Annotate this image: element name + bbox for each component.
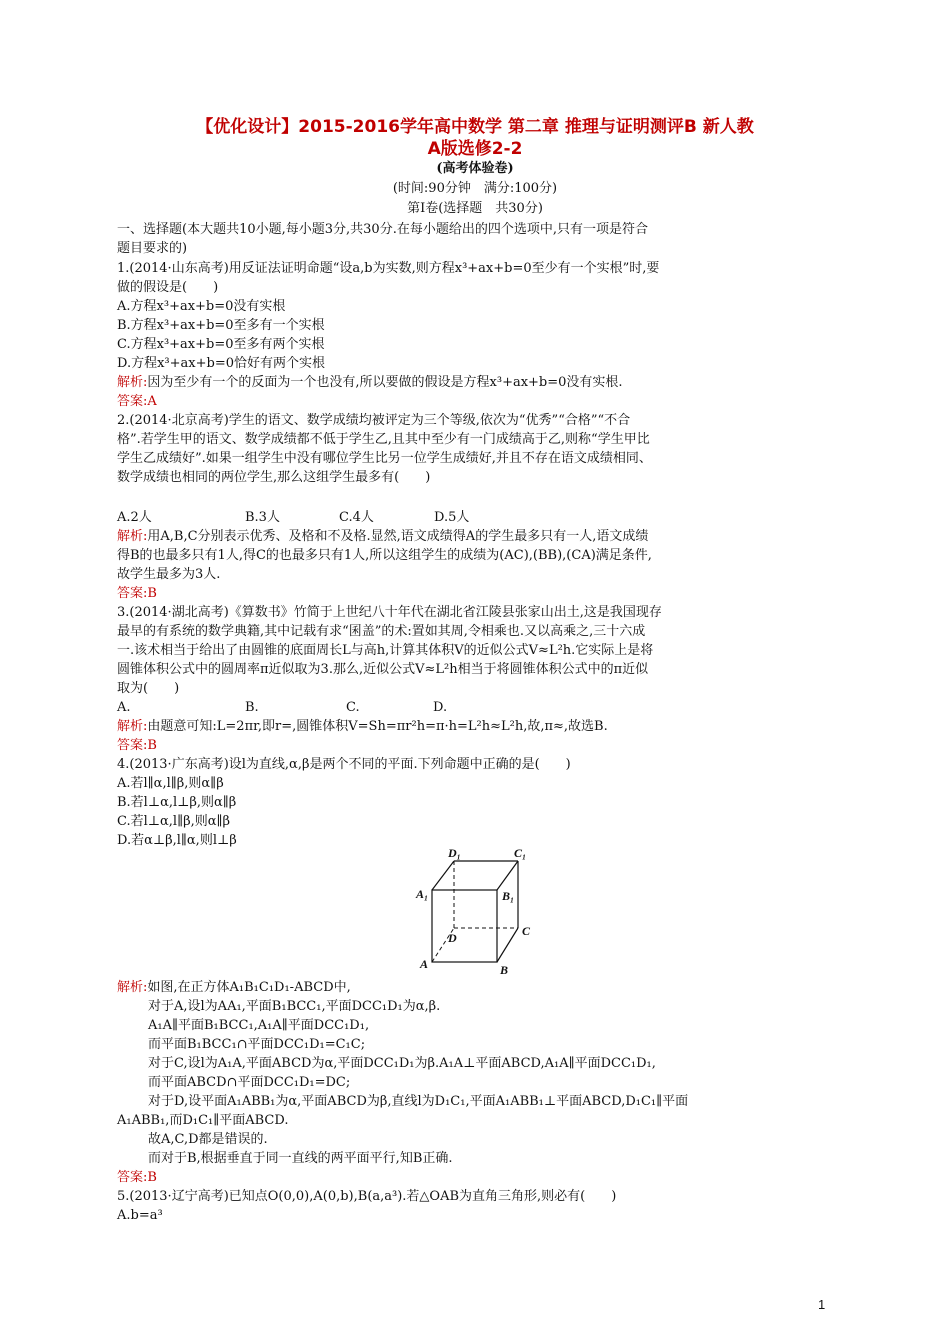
- section-intro-cont: 题目要求的): [117, 241, 188, 256]
- q3-analysis-text: 由题意可知:L=2πr,即r=,圆锥体积V=Sh=πr²h=π·h=L²h≈L²h,故,π≈,故选B.: [147, 719, 608, 734]
- exam-subtitle: (高考体验卷): [436, 161, 514, 176]
- q4-analysis-text: 如图,在正方体A₁B₁C₁D₁-ABCD中,: [147, 980, 351, 995]
- analysis-label: 解析:: [117, 980, 148, 995]
- q3-stem-4: 圆锥体积公式中的圆周率π近似取为3.那么,近似公式V≈L²h相当于将圆锥体积公式中的π近似: [117, 662, 649, 677]
- page-number: 1: [818, 1297, 826, 1312]
- q2-stem-3: 学生乙成绩好”.如果一组学生中没有哪位学生比另一位学生成绩好,并且不存在语文成绩相同、: [117, 451, 652, 466]
- q2-answer: 答案:B: [117, 586, 157, 601]
- q3-option-d: D.: [433, 700, 448, 715]
- exam-part: 第I卷(选择题 共30分): [407, 201, 543, 216]
- q3-stem: 3.(2014·湖北高考)《算数书》竹简于上世纪八十年代在湖北省江陵县张家山出土,这是我国现存: [117, 605, 662, 620]
- label-b: B: [500, 963, 509, 977]
- q3-stem-5: 取为( ): [117, 681, 180, 696]
- q4-option-a: A.若l∥α,l∥β,则α∥β: [117, 776, 224, 791]
- q4-analysis-10: 而对于B,根据垂直于同一直线的两平面平行,知B正确.: [148, 1151, 453, 1166]
- q2-stem: 2.(2014·北京高考)学生的语文、数学成绩均被评定为三个等级,依次为“优秀”“合格”“不合: [117, 413, 631, 428]
- analysis-label: 解析:: [117, 719, 148, 734]
- q4-option-b: B.若l⊥α,l⊥β,则α∥β: [117, 795, 237, 810]
- label-c1: C₁: [514, 846, 527, 860]
- label-c: C: [522, 924, 531, 938]
- q5-stem: 5.(2013·辽宁高考)已知点O(0,0),A(0,b),B(a,a³).若△OAB为直角三角形,则必有( ): [117, 1189, 617, 1204]
- label-d: D: [448, 931, 457, 945]
- q4-analysis-8: A₁ABB₁,而D₁C₁∥平面ABCD.: [117, 1113, 289, 1128]
- q4-option-d: D.若α⊥β,l∥α,则l⊥β: [117, 833, 237, 848]
- label-a: A: [420, 957, 429, 971]
- q3-option-a: A.: [117, 700, 131, 715]
- q3-stem-3: 一.该术相当于给出了由圆锥的底面周长L与高h,计算其体积V的近似公式V≈L²h.它实际上是将: [117, 643, 654, 658]
- cube-figure: [412, 843, 542, 978]
- q2-analysis-text: 用A,B,C分别表示优秀、及格和不及格.显然,语文成绩得A的学生最多只有一人,语文成绩: [147, 529, 649, 544]
- analysis-label: 解析:: [117, 529, 148, 544]
- q1-option-a: A.方程x³+ax+b=0没有实根: [117, 299, 286, 314]
- q3-stem-2: 最早的有系统的数学典籍,其中记载有求“囷盖”的术:置如其周,令相乘也.又以高乘之,三十六成: [117, 624, 646, 639]
- q2-stem-4: 数学成绩也相同的两位学生,那么这组学生最多有( ): [117, 470, 431, 485]
- q1-option-b: B.方程x³+ax+b=0至多有一个实根: [117, 318, 325, 333]
- q4-analysis-7: 对于D,设平面A₁ABB₁为α,平面ABCD为β,直线l为D₁C₁,平面A₁ABB₁⊥平面ABCD,D₁C₁∥平面: [148, 1094, 689, 1109]
- q3-option-c: C.: [346, 700, 360, 715]
- q4-analysis-5: 对于C,设l为A₁A,平面ABCD为α,平面DCC₁D₁为β.A₁A⊥平面ABCD,A₁A∥平面DCC₁D₁,: [148, 1056, 656, 1071]
- q3-options: [117, 698, 837, 717]
- label-a1: A₁: [416, 887, 429, 901]
- q2-stem-2: 格”.若学生甲的语文、数学成绩都不低于学生乙,且其中至少有一门成绩高于乙,则称“学生甲比: [117, 432, 650, 447]
- q4-analysis-3: A₁A∥平面B₁BCC₁,A₁A∥平面DCC₁D₁,: [148, 1018, 370, 1033]
- q2-option-d: D.5人: [434, 510, 470, 525]
- q1-stem-cont: 做的假设是( ): [117, 280, 219, 295]
- q1-option-c: C.方程x³+ax+b=0至多有两个实根: [117, 337, 325, 352]
- document-title-line-1: 【优化设计】2015-2016学年高中数学 第二章 推理与证明测评B 新人教: [196, 117, 754, 137]
- q2-options: [117, 508, 837, 527]
- q3-answer: 答案:B: [117, 738, 157, 753]
- q2-analysis-2: 得B的也最多只有1人,得C的也最多只有1人,所以这组学生的成绩为(AC),(BB),(CA)满足条件,: [117, 548, 652, 563]
- q1-analysis-text: 因为至少有一个的反面为一个也没有,所以要做的假设是方程x³+ax+b=0没有实根.: [147, 375, 623, 390]
- q3-analysis: [117, 717, 837, 736]
- exam-time: (时间:90分钟 满分:100分): [392, 181, 558, 196]
- analysis-label: 解析:: [117, 375, 148, 390]
- q2-option-a: A.2人: [117, 510, 152, 525]
- label-b1: B₁: [502, 889, 515, 903]
- label-d1: D₁: [448, 846, 461, 860]
- section-intro: 一、选择题(本大题共10小题,每小题3分,共30分.在每小题给出的四个选项中,只有一项是符合: [117, 222, 648, 237]
- q2-option-c: C.4人: [339, 510, 374, 525]
- q2-analysis-3: 故学生最多为3人.: [117, 567, 221, 582]
- document-title-line-2: A版选修2-2: [427, 139, 523, 159]
- q2-analysis: [117, 527, 837, 546]
- q4-option-c: C.若l⊥α,l∥β,则α∥β: [117, 814, 231, 829]
- q4-analysis-9: 故A,C,D都是错误的.: [148, 1132, 268, 1147]
- q4-stem: 4.(2013·广东高考)设l为直线,α,β是两个不同的平面.下列命题中正确的是( ): [117, 757, 571, 772]
- q1-answer: 答案:A: [117, 394, 157, 409]
- q4-analysis-6: 而平面ABCD∩平面DCC₁D₁=DC;: [148, 1075, 351, 1090]
- q1-analysis: [117, 373, 837, 392]
- q1-stem: 1.(2014·山东高考)用反证法证明命题“设a,b为实数,则方程x³+ax+b=0至少有一个实根”时,要: [117, 261, 660, 276]
- q4-answer: 答案:B: [117, 1170, 157, 1185]
- q5-option-a: A.b=a³: [117, 1208, 163, 1223]
- q3-option-b: B.: [245, 700, 259, 715]
- q2-option-b: B.3人: [245, 510, 280, 525]
- q1-option-d: D.方程x³+ax+b=0恰好有两个实根: [117, 356, 325, 371]
- q4-analysis-4: 而平面B₁BCC₁∩平面DCC₁D₁=C₁C;: [148, 1037, 366, 1052]
- q4-analysis: [117, 978, 837, 997]
- q4-analysis-2: 对于A,设l为AA₁,平面B₁BCC₁,平面DCC₁D₁为α,β.: [148, 999, 441, 1014]
